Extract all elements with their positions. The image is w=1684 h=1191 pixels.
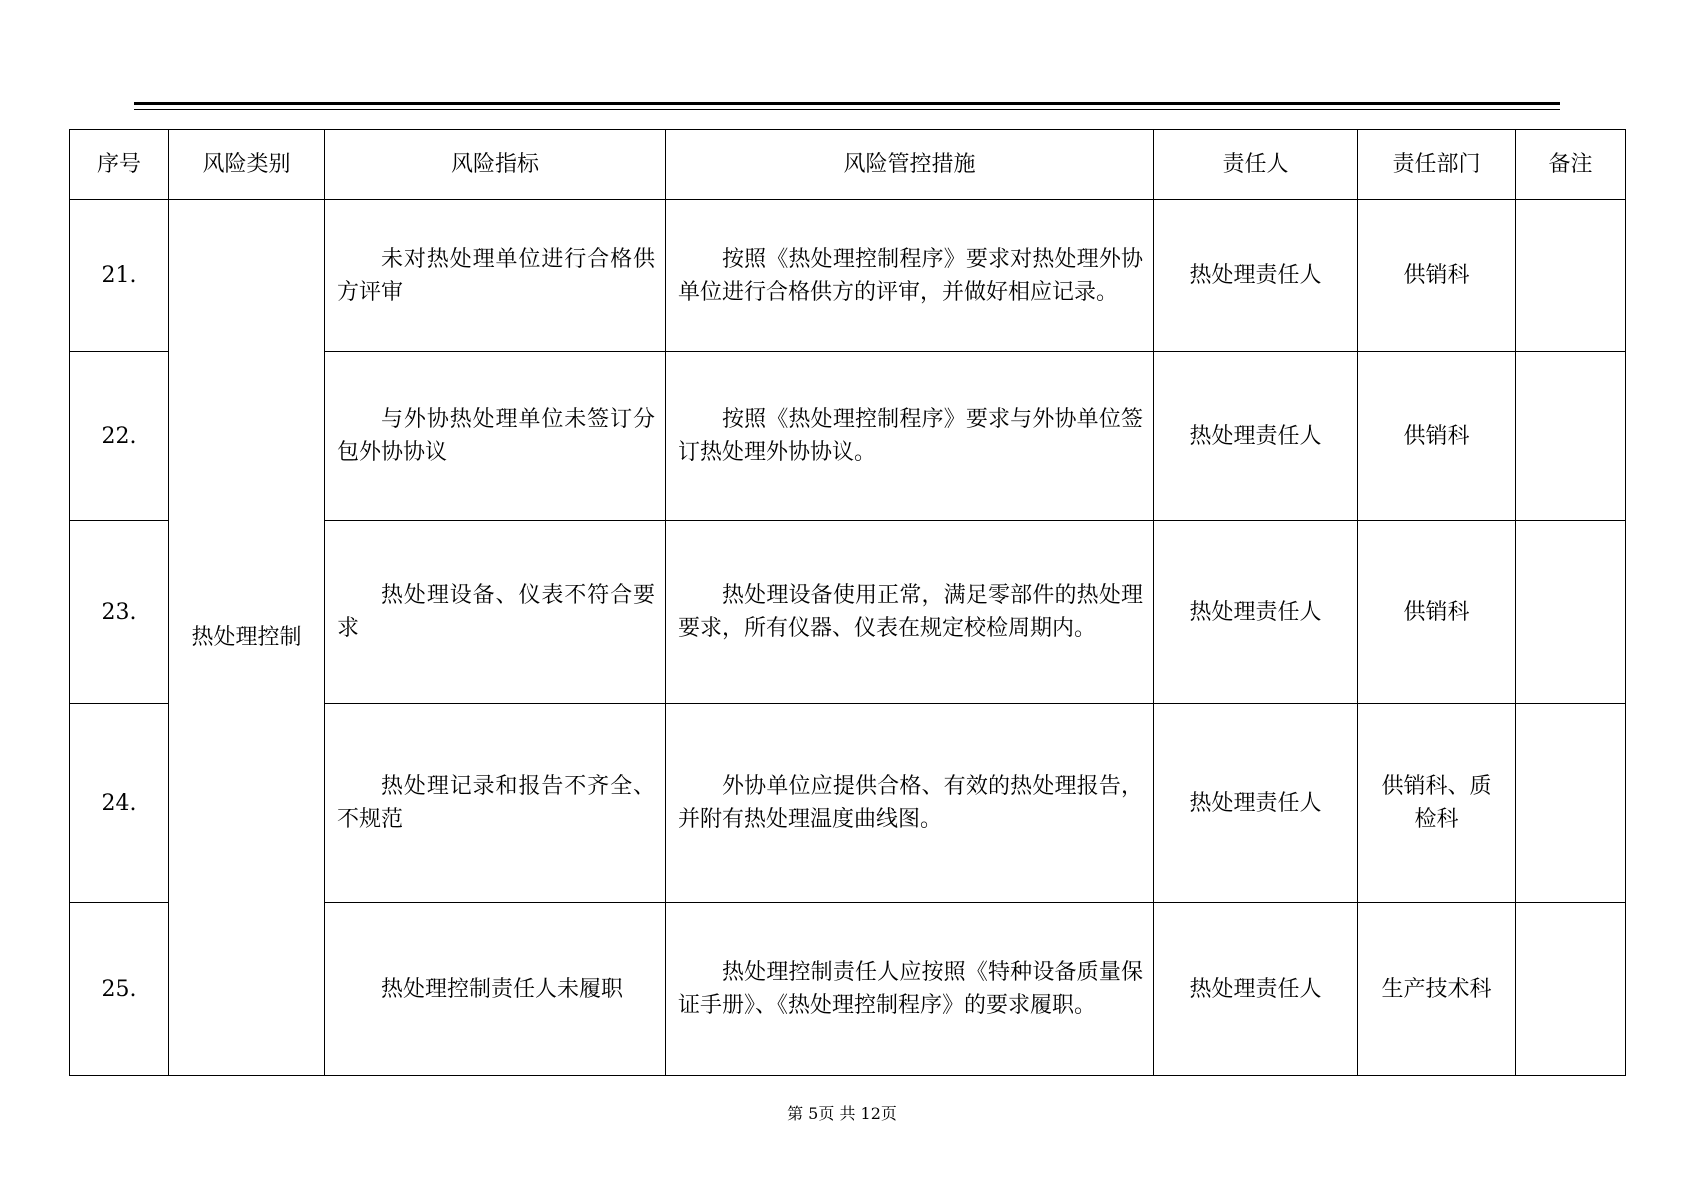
row-number: 22. <box>70 352 169 521</box>
row-number: 24. <box>70 704 169 903</box>
header-remarks: 备注 <box>1516 130 1626 200</box>
control-measure-cell <box>666 521 1154 704</box>
control-measure-text: 按照《热处理控制程序》要求对热处理外协单位进行合格供方的评审，并做好相应记录。 <box>678 246 1143 305</box>
remarks-cell <box>1516 352 1626 521</box>
control-measure-text: 热处理设备使用正常，满足零部件的热处理要求，所有仪器、仪表在规定校检周期内。 <box>678 583 1143 641</box>
control-measure-cell <box>666 352 1154 521</box>
risk-indicator-text: 热处理设备、仪表不符合要求 <box>337 583 655 641</box>
risk-indicator-cell <box>325 903 666 1076</box>
responsible-person-cell: 热处理责任人 <box>1154 200 1358 352</box>
control-measure-cell <box>666 704 1154 903</box>
header-responsible-person: 责任人 <box>1154 130 1358 200</box>
row-number: 25. <box>70 903 169 1076</box>
responsible-dept-cell: 供销科 <box>1358 352 1516 521</box>
responsible-dept-cell: 生产技术科 <box>1358 903 1516 1076</box>
table-row <box>70 200 1626 352</box>
remarks-cell <box>1516 903 1626 1076</box>
header-risk-category: 风险类别 <box>169 130 325 200</box>
risk-indicator-text: 未对热处理单位进行合格供方评审 <box>337 246 655 305</box>
header-responsible-dept: 责任部门 <box>1358 130 1516 200</box>
risk-control-table <box>69 129 1626 1076</box>
responsible-person-cell: 热处理责任人 <box>1154 903 1358 1076</box>
responsible-dept-cell: 供销科、质检科 <box>1358 704 1516 903</box>
header-double-rule <box>134 102 1560 110</box>
responsible-dept-cell: 供销科 <box>1358 200 1516 352</box>
control-measure-cell <box>666 903 1154 1076</box>
risk-indicator-text: 与外协热处理单位未签订分包外协协议 <box>337 407 655 465</box>
responsible-dept-cell: 供销科 <box>1358 521 1516 704</box>
remarks-cell <box>1516 200 1626 352</box>
row-number: 23. <box>70 521 169 704</box>
risk-indicator-text: 热处理记录和报告不齐全、不规范 <box>337 774 655 832</box>
header-control-measure: 风险管控措施 <box>666 130 1154 200</box>
responsible-person-cell: 热处理责任人 <box>1154 521 1358 704</box>
risk-indicator-cell <box>325 704 666 903</box>
risk-indicator-cell <box>325 521 666 704</box>
responsible-person-cell: 热处理责任人 <box>1154 704 1358 903</box>
table-header-row <box>70 130 1626 200</box>
header-number: 序号 <box>70 130 169 200</box>
responsible-person-cell: 热处理责任人 <box>1154 352 1358 521</box>
risk-category-cell: 热处理控制 <box>169 200 325 1076</box>
risk-indicator-cell <box>325 352 666 521</box>
page-footer: 第 5页 共 12页 <box>787 1104 897 1123</box>
row-number: 21. <box>70 200 169 352</box>
header-risk-indicator: 风险指标 <box>325 130 666 200</box>
control-measure-cell <box>666 200 1154 352</box>
control-measure-text: 按照《热处理控制程序》要求与外协单位签订热处理外协协议。 <box>678 407 1143 465</box>
risk-indicator-text: 热处理控制责任人未履职 <box>381 976 624 1002</box>
remarks-cell <box>1516 521 1626 704</box>
remarks-cell <box>1516 704 1626 903</box>
control-measure-text: 外协单位应提供合格、有效的热处理报告，并附有热处理温度曲线图。 <box>678 774 1143 832</box>
control-measure-text: 热处理控制责任人应按照《特种设备质量保证手册》、《热处理控制程序》的要求履职。 <box>678 960 1143 1018</box>
risk-indicator-cell <box>325 200 666 352</box>
